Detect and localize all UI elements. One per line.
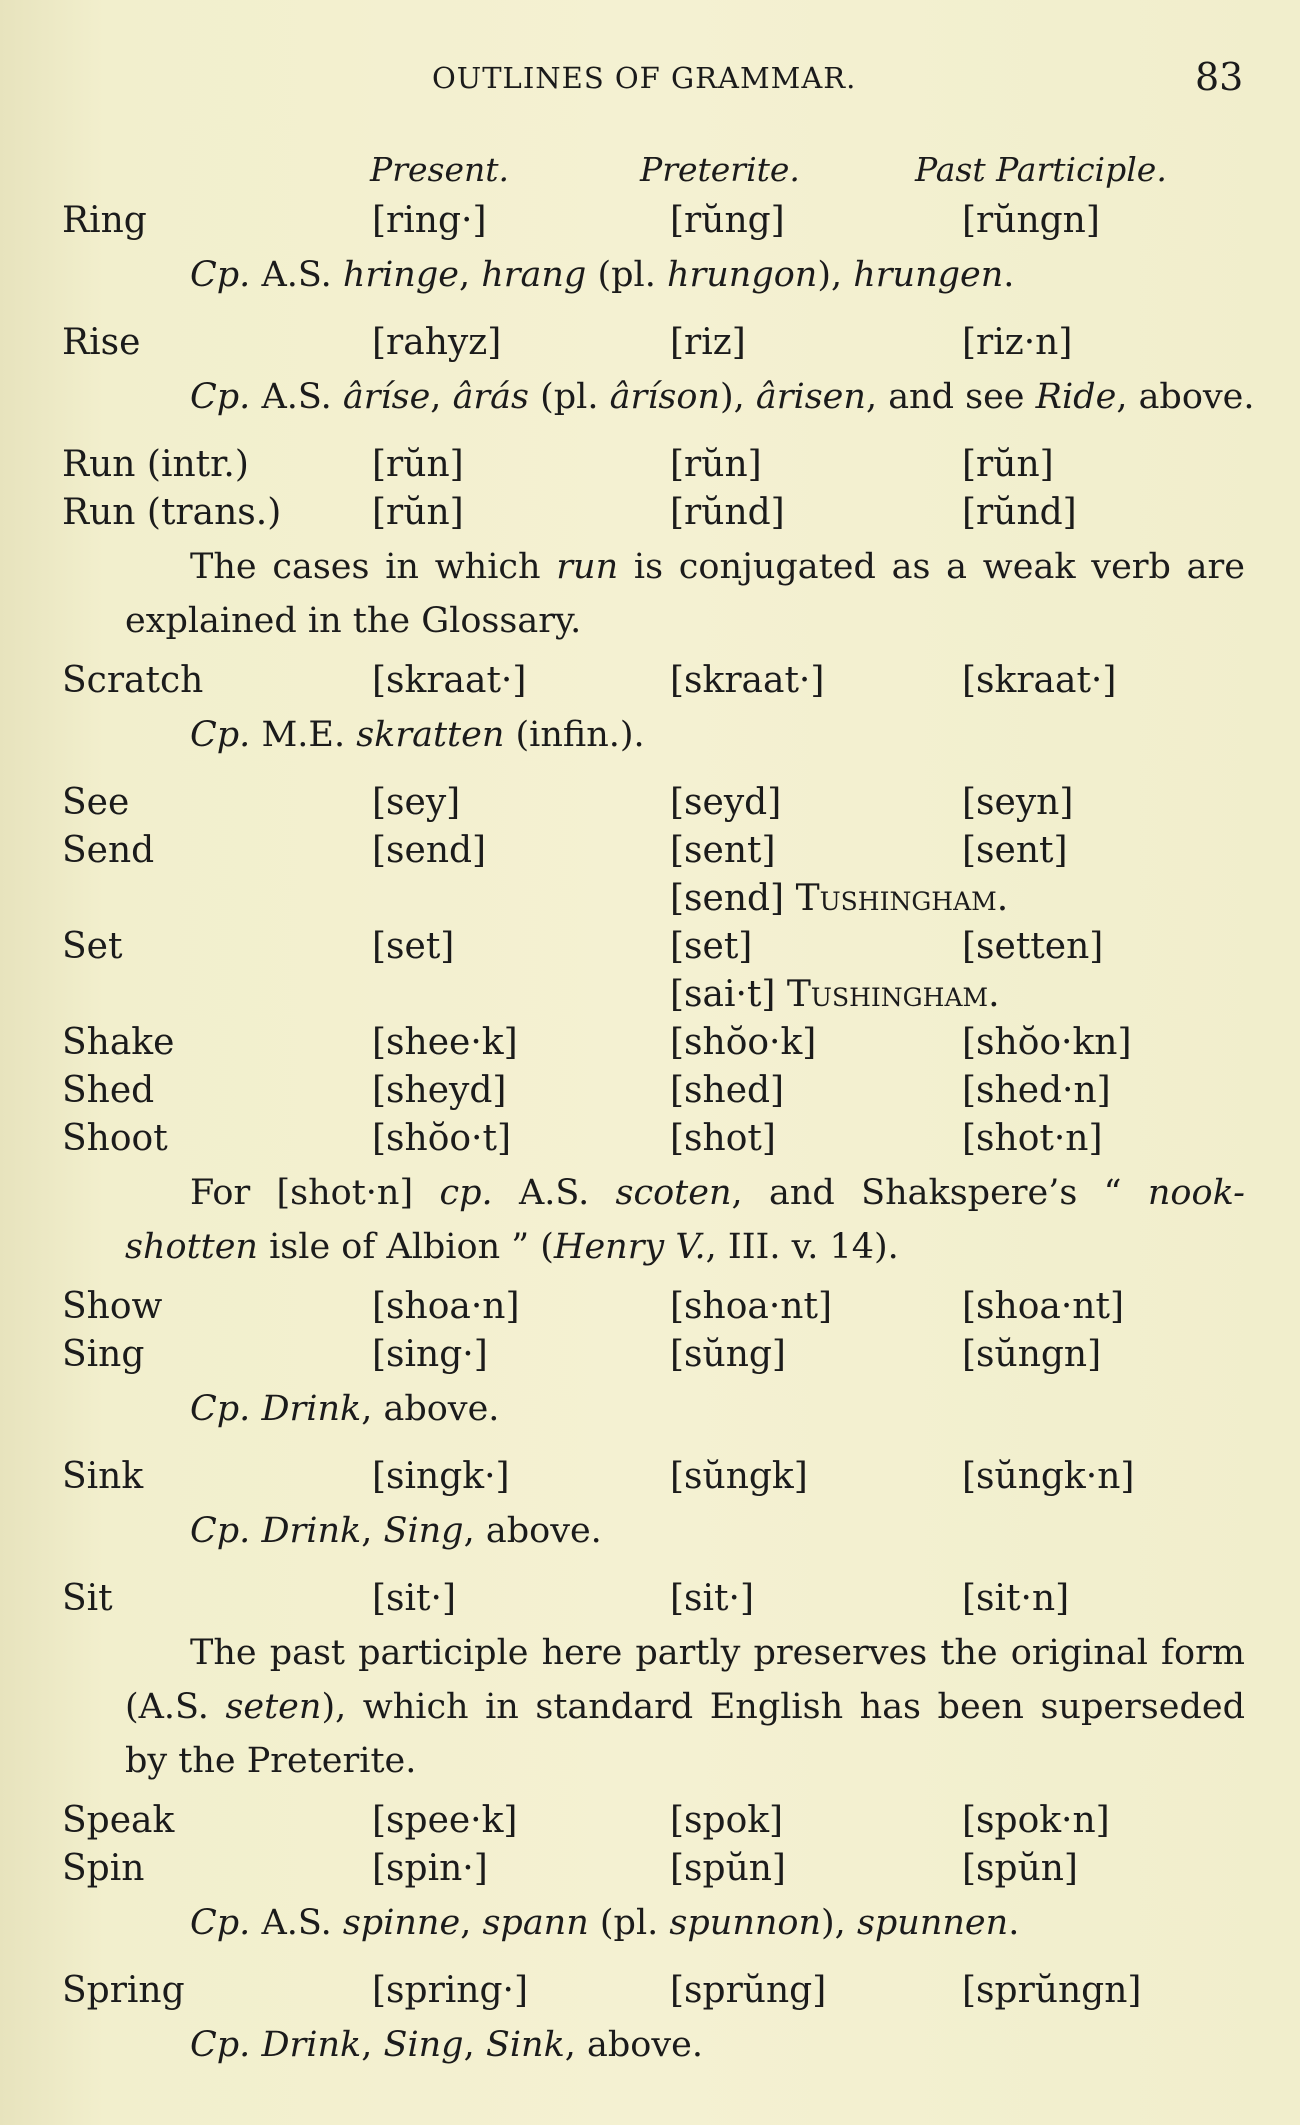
preterite-form: [riz] (670, 322, 746, 363)
verb-name: Spring (62, 1970, 185, 2011)
preterite-form: [sent] (670, 830, 776, 871)
note-text: Cp. (190, 1903, 251, 1943)
note-text (250, 2025, 261, 2065)
verb-row-sit (0, 1578, 1300, 1626)
note-text: , and see (865, 377, 1036, 417)
note-text: Cp. (190, 1389, 251, 1429)
past-participle-form: [skraat·] (962, 660, 1117, 701)
present-form: [singk·] (372, 1456, 510, 1497)
note-sink (0, 1504, 1300, 1558)
past-participle-form: [shot·n] (962, 1118, 1103, 1159)
verb-name: Show (62, 1286, 163, 1327)
past-participle-form: [shŏo·kn] (962, 1022, 1132, 1063)
variant-place: Tushingham. (795, 878, 1009, 919)
verb-table (0, 200, 1300, 2120)
present-form: [set] (372, 926, 455, 967)
verb-row-spin (0, 1848, 1300, 1896)
past-participle-form: [shoa·nt] (962, 1286, 1124, 1327)
preterite-form: [rŭng] (670, 200, 785, 241)
verb-row-send-variant (0, 878, 1300, 926)
past-participle-form: [shed·n] (962, 1070, 1111, 1111)
present-form: [shoa·n] (372, 1286, 520, 1327)
note-word: skratten (356, 715, 505, 755)
note-word: run (556, 547, 619, 587)
present-form: [sing·] (372, 1334, 488, 1375)
note-text: Cp. (190, 1511, 251, 1551)
note-text: cp. (439, 1173, 493, 1213)
preterite-form: [sit·] (670, 1578, 754, 1619)
column-headings (0, 150, 1300, 200)
note-text: , above. (564, 2025, 703, 2065)
verb-row-run-intr (0, 444, 1300, 492)
note-word: nook-shotten (125, 1173, 1245, 1267)
verb-name: Rise (62, 322, 141, 363)
note-text: (pl. (586, 255, 667, 295)
preterite-form: [sprŭng] (670, 1970, 827, 2011)
variant-preterite: [send] (670, 878, 785, 919)
note-text: , above. (463, 1511, 602, 1551)
note-text: , III. v. 14). (705, 1227, 899, 1267)
note-word: Drink (261, 2025, 362, 2065)
note-text: is conjugated as a weak verb are explained in the Glossary. (125, 547, 1245, 641)
note-sing (0, 1382, 1300, 1436)
note-text: A.S. (250, 377, 343, 417)
note-word: spunnon (669, 1903, 822, 1943)
present-form: [sey] (372, 782, 461, 823)
past-participle-form: [sŭngk·n] (962, 1456, 1135, 1497)
present-form: [skraat·] (372, 660, 527, 701)
column-heading-past-participle: Past Participle. (915, 150, 1167, 189)
note-word: hringe (342, 255, 459, 295)
preterite-form: [set] (670, 926, 753, 967)
note-word: ârisen (755, 377, 866, 417)
note-run (0, 540, 1300, 648)
preterite-form: [spŭn] (670, 1848, 786, 1889)
note-ring (0, 248, 1300, 302)
variant-preterite: [sai·t] (670, 974, 776, 1015)
note-text: , (458, 255, 482, 295)
verb-name: Run (intr.) (62, 444, 249, 485)
note-text: . (1003, 255, 1015, 295)
past-participle-form: [riz·n] (962, 322, 1073, 363)
verb-name: Sink (62, 1456, 144, 1497)
past-participle-form: [rŭngn] (962, 200, 1100, 241)
verb-name: Shoot (62, 1118, 168, 1159)
verb-row-rise (0, 322, 1300, 370)
verb-name: See (62, 782, 130, 823)
note-text: M.E. (250, 715, 357, 755)
note-text: Cp. (190, 377, 251, 417)
note-text: , (361, 2025, 384, 2065)
present-form: [rahyz] (372, 322, 502, 363)
note-text: , and Shakspere’s “ (731, 1173, 1148, 1213)
note-text: (pl. (529, 377, 610, 417)
note-text: , (463, 2025, 486, 2065)
verb-name: Sing (62, 1334, 145, 1375)
preterite-form: [seyd] (670, 782, 782, 823)
verb-row-shed (0, 1070, 1300, 1118)
present-form: [shŏo·t] (372, 1118, 512, 1159)
verb-row-see (0, 782, 1300, 830)
note-scratch (0, 708, 1300, 762)
present-form: [rŭn] (372, 444, 464, 485)
verb-name: Shed (62, 1070, 155, 1111)
past-participle-form: [sprŭngn] (962, 1970, 1142, 2011)
note-text: , (460, 1903, 483, 1943)
verb-row-spring (0, 1970, 1300, 2018)
note-text: A.S. (250, 255, 343, 295)
note-word: hrang (481, 255, 587, 295)
note-word: Henry V. (553, 1227, 706, 1267)
note-text: , above. (1116, 377, 1255, 417)
verb-row-ring (0, 200, 1300, 248)
preterite-form: [skraat·] (670, 660, 825, 701)
present-form: [sheyd] (372, 1070, 507, 1111)
present-form: [rŭn] (372, 492, 464, 533)
present-form: [shee·k] (372, 1022, 518, 1063)
note-word: Sing (383, 1511, 464, 1551)
verb-row-shoot (0, 1118, 1300, 1166)
note-text: , above. (361, 1389, 500, 1429)
note-word: ârás (452, 377, 529, 417)
verb-row-sing (0, 1334, 1300, 1382)
past-participle-form: [spŭn] (962, 1848, 1078, 1889)
past-participle-form: [sit·n] (962, 1578, 1070, 1619)
preterite-form: [rŭn] (670, 444, 762, 485)
verb-row-shake (0, 1022, 1300, 1070)
running-title: OUTLINES OF GRAMMAR. (432, 61, 857, 95)
note-text (250, 1511, 261, 1551)
verb-name: Speak (62, 1800, 175, 1841)
note-text: A.S. (492, 1173, 616, 1213)
past-participle-form: [seyn] (962, 782, 1074, 823)
note-word: Drink (261, 1511, 362, 1551)
present-form: [sit·] (372, 1578, 456, 1619)
verb-row-set (0, 926, 1300, 974)
note-text: . (1008, 1903, 1020, 1943)
note-text: For [shot·n] (190, 1173, 440, 1213)
note-word: spann (482, 1903, 589, 1943)
note-word: Sing (383, 2025, 464, 2065)
note-text: ), which in standard English has been superseded by the Preterite. (125, 1687, 1245, 1781)
present-form: [send] (372, 830, 487, 871)
verb-row-show (0, 1286, 1300, 1334)
note-text: Cp. (190, 715, 251, 755)
past-participle-form: [setten] (962, 926, 1104, 967)
verb-name: Spin (62, 1848, 145, 1889)
preterite-form: [shot] (670, 1118, 776, 1159)
note-word: hrungon (666, 255, 818, 295)
note-text: The cases in which (190, 547, 557, 587)
verb-name: Send (62, 830, 155, 871)
note-spin (0, 1896, 1300, 1950)
verb-row-set-variant (0, 974, 1300, 1022)
note-word: hrungen (853, 255, 1004, 295)
past-participle-form: [rŭnd] (962, 492, 1077, 533)
present-form: [spin·] (372, 1848, 488, 1889)
note-text: The past participle here partly preserves the original form (A.S. (125, 1633, 1245, 1727)
note-text: (pl. (588, 1903, 670, 1943)
column-heading-present: Present. (370, 150, 509, 189)
note-text: Cp. (190, 255, 251, 295)
past-participle-form: [sent] (962, 830, 1068, 871)
note-word: âríson (609, 377, 721, 417)
verb-name: Scratch (62, 660, 204, 701)
past-participle-form: [spok·n] (962, 1800, 1110, 1841)
note-rise (0, 370, 1300, 424)
verb-row-sink (0, 1456, 1300, 1504)
note-spring (0, 2018, 1300, 2072)
note-text: A.S. (250, 1903, 343, 1943)
note-text: ), (720, 377, 756, 417)
preterite-form: [shed] (670, 1070, 785, 1111)
column-heading-preterite: Preterite. (640, 150, 800, 189)
note-sit (0, 1626, 1300, 1788)
verb-name: Ring (62, 200, 147, 241)
verb-row-send (0, 830, 1300, 878)
past-participle-form: [rŭn] (962, 444, 1054, 485)
verb-name: Set (62, 926, 123, 967)
note-text: , (361, 1511, 384, 1551)
present-form: [spring·] (372, 1970, 529, 2011)
variant-form (670, 878, 1008, 919)
preterite-form: [sŭng] (670, 1334, 786, 1375)
note-text: ), (817, 255, 854, 295)
note-word: scoten (615, 1173, 732, 1213)
variant-place: Tushingham. (786, 974, 1000, 1015)
verb-row-scratch (0, 660, 1300, 708)
verb-name: Run (trans.) (62, 492, 282, 533)
page-number: 83 (1195, 55, 1244, 99)
verb-row-speak (0, 1800, 1300, 1848)
past-participle-form: [sŭngn] (962, 1334, 1102, 1375)
preterite-form: [spok] (670, 1800, 784, 1841)
verb-name: Shake (62, 1022, 175, 1063)
note-text: ), (821, 1903, 857, 1943)
verb-row-run-trans (0, 492, 1300, 540)
note-word: Sink (485, 2025, 565, 2065)
note-text (250, 1389, 261, 1429)
preterite-form: [rŭnd] (670, 492, 785, 533)
note-text: isle of Albion ” ( (257, 1227, 554, 1267)
note-word: spunnen (856, 1903, 1009, 1943)
present-form: [spee·k] (372, 1800, 518, 1841)
note-word: Drink (261, 1389, 362, 1429)
note-text: (infin.). (504, 715, 645, 755)
note-word: seten (225, 1687, 322, 1727)
note-text: Cp. (190, 2025, 251, 2065)
note-shoot (0, 1166, 1300, 1274)
variant-form (670, 974, 1000, 1015)
note-word: Ride (1035, 377, 1117, 417)
note-text: , (430, 377, 453, 417)
preterite-form: [sŭngk] (670, 1456, 808, 1497)
page-header (0, 55, 1300, 105)
preterite-form: [shoa·nt] (670, 1286, 832, 1327)
note-word: spinne (342, 1903, 461, 1943)
preterite-form: [shŏo·k] (670, 1022, 817, 1063)
present-form: [ring·] (372, 200, 487, 241)
verb-name: Sit (62, 1578, 113, 1619)
note-word: âríse (342, 377, 431, 417)
